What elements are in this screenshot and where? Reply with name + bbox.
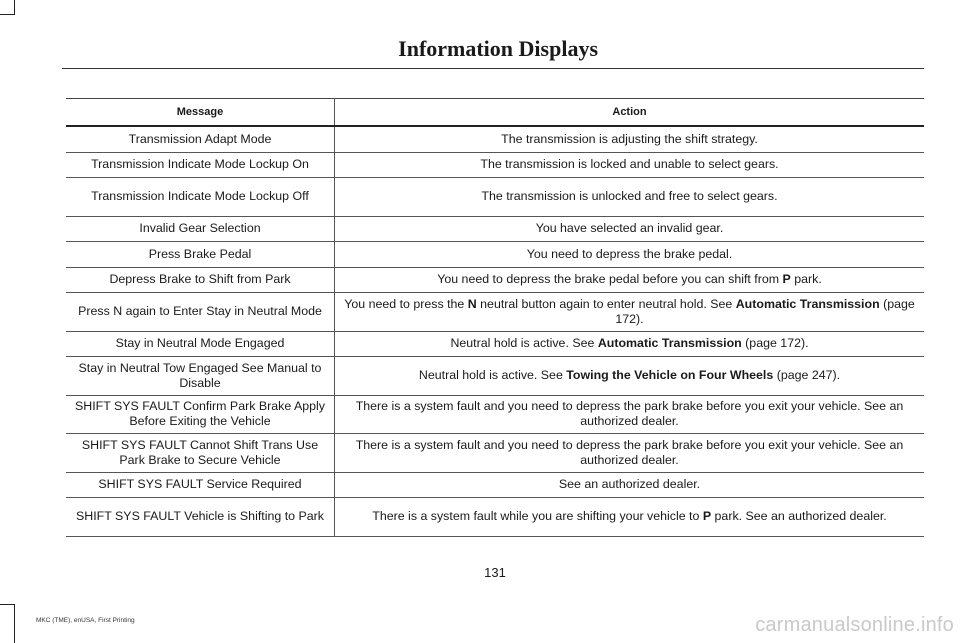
action-emphasis: P bbox=[702, 509, 712, 524]
message-cell: Stay in Neutral Tow Engaged See Manual to Disable bbox=[66, 357, 335, 396]
action-cell bbox=[335, 434, 925, 473]
action-text: You need to depress the brake pedal. bbox=[526, 246, 733, 261]
message-cell: Transmission Indicate Mode Lockup Off bbox=[66, 178, 335, 217]
action-cell bbox=[335, 242, 925, 268]
table-row bbox=[66, 498, 924, 537]
action-text: The transmission is adjusting the shift strategy. bbox=[501, 131, 758, 146]
table-row bbox=[66, 395, 924, 434]
action-emphasis: Towing the Vehicle on Four Wheels bbox=[566, 368, 774, 383]
message-cell: SHIFT SYS FAULT Cannot Shift Trans Use Park Brake to Secure Vehicle bbox=[66, 434, 335, 473]
page-number: 131 bbox=[484, 565, 506, 580]
table-header-row bbox=[66, 99, 924, 127]
action-emphasis: Automatic Transmission bbox=[597, 336, 742, 351]
action-cell bbox=[335, 267, 925, 293]
action-cell bbox=[335, 126, 925, 152]
action-cell bbox=[335, 331, 925, 357]
message-cell: Press Brake Pedal bbox=[66, 242, 335, 268]
message-cell: SHIFT SYS FAULT Confirm Park Brake Apply Before Exiting the Vehicle bbox=[66, 395, 335, 434]
action-text: The transmission is locked and unable to select gears. bbox=[480, 157, 779, 172]
table-row bbox=[66, 434, 924, 473]
action-text: Neutral hold is active. See bbox=[450, 336, 598, 351]
action-text: There is a system fault while you are shifting your vehicle to bbox=[372, 509, 703, 524]
action-text: There is a system fault and you need to depress the park brake before you exit your vehicle. See an authorized dealer. bbox=[355, 437, 904, 467]
crop-mark-top-left bbox=[0, 0, 15, 15]
crop-mark-bottom-left bbox=[0, 604, 15, 643]
action-text: (page 247). bbox=[773, 368, 841, 383]
action-cell bbox=[335, 293, 925, 332]
action-text: (page 172). bbox=[615, 296, 915, 326]
action-emphasis: N bbox=[467, 296, 477, 311]
message-cell: Transmission Indicate Mode Lockup On bbox=[66, 152, 335, 178]
table-row bbox=[66, 267, 924, 293]
footer-edition: MKC (TME), enUSA, First Printing bbox=[36, 617, 135, 624]
table-row bbox=[66, 357, 924, 396]
table-row bbox=[66, 293, 924, 332]
table-row bbox=[66, 331, 924, 357]
action-cell bbox=[335, 498, 925, 537]
message-cell: SHIFT SYS FAULT Service Required bbox=[66, 472, 335, 498]
message-cell: Transmission Adapt Mode bbox=[66, 126, 335, 152]
table-row bbox=[66, 178, 924, 217]
message-cell: Depress Brake to Shift from Park bbox=[66, 267, 335, 293]
column-header-message: Message bbox=[66, 99, 335, 127]
message-cell: Stay in Neutral Mode Engaged bbox=[66, 331, 335, 357]
message-cell: SHIFT SYS FAULT Vehicle is Shifting to Park bbox=[66, 498, 335, 537]
action-cell bbox=[335, 178, 925, 217]
page-title: Information Displays bbox=[398, 36, 598, 61]
action-text: You have selected an invalid gear. bbox=[535, 221, 724, 236]
action-text: See an authorized dealer. bbox=[558, 477, 701, 492]
action-text: You need to depress the brake pedal before you can shift from bbox=[437, 272, 783, 287]
action-cell bbox=[335, 357, 925, 396]
watermark: carmanualsonline.info bbox=[755, 614, 954, 636]
action-cell bbox=[335, 216, 925, 242]
action-text: park. See an authorized dealer. bbox=[711, 509, 887, 524]
action-text: The transmission is unlocked and free to select gears. bbox=[481, 189, 778, 204]
table-row bbox=[66, 472, 924, 498]
action-emphasis: Automatic Transmission bbox=[735, 296, 880, 311]
action-emphasis: P bbox=[782, 272, 791, 287]
table-row bbox=[66, 126, 924, 152]
action-cell bbox=[335, 472, 925, 498]
message-table bbox=[66, 98, 924, 537]
table-row bbox=[66, 216, 924, 242]
action-text: (page 172). bbox=[741, 336, 809, 351]
table-row bbox=[66, 242, 924, 268]
action-text: There is a system fault and you need to depress the park brake before you exit your vehicle. See an authorized dealer. bbox=[355, 399, 904, 429]
message-cell: Press N again to Enter Stay in Neutral Mode bbox=[66, 293, 335, 332]
header-rule bbox=[62, 68, 924, 69]
action-text: You need to press the bbox=[344, 296, 468, 311]
action-text: Neutral hold is active. See bbox=[418, 368, 567, 383]
message-cell: Invalid Gear Selection bbox=[66, 216, 335, 242]
column-header-action: Action bbox=[335, 99, 925, 127]
table-body bbox=[66, 126, 924, 536]
action-cell bbox=[335, 395, 925, 434]
table-row bbox=[66, 152, 924, 178]
action-cell bbox=[335, 152, 925, 178]
action-text: park. bbox=[790, 272, 822, 287]
action-text: neutral button again to enter neutral hold. See bbox=[476, 296, 736, 311]
